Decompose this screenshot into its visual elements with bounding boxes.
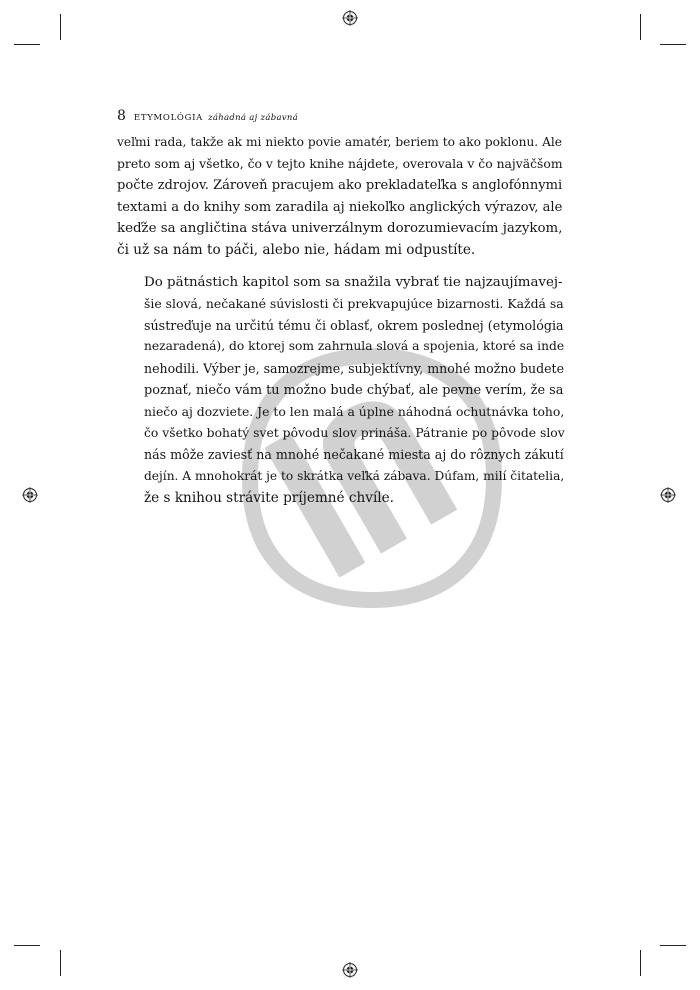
text-line: sústreďuje na určitú tému či oblasť, okrem poslednej (etymológia xyxy=(144,317,564,333)
registration-mark-top-icon xyxy=(342,10,358,26)
text-line: šie slová, nečakané súvislosti či prekvapujúce bizarnosti. Každá sa xyxy=(144,296,564,312)
text-line: že s knihou strávite príjemné chvíle. xyxy=(144,489,395,506)
crop-mark-bottom-right xyxy=(640,950,641,976)
text-line: dejín. A mnohokrát je to skrátka veľká zábava. Dúfam, milí čitatelia, xyxy=(144,468,565,483)
registration-mark-right-icon xyxy=(660,487,676,503)
crop-mark-top-right xyxy=(640,14,641,40)
crop-mark-right-top xyxy=(660,44,686,45)
text-line: Do pätnástich kapitol som sa snažila vybrať tie najzaujímavej- xyxy=(144,274,563,290)
book-subtitle: záhadná aj zábavná xyxy=(208,113,299,123)
crop-mark-top-left xyxy=(60,14,61,40)
text-line: nehodili. Výber je, samozrejme, subjektívny, mnohé možno budete xyxy=(144,360,564,376)
running-head xyxy=(117,105,298,124)
book-title: ETYMOLÓGIA xyxy=(133,113,203,123)
paragraph-2 xyxy=(117,272,565,510)
crop-mark-left-top xyxy=(14,44,40,45)
text-line: veľmi rada, takže ak mi niekto povie amatér, beriem to ako poklonu. Ale xyxy=(117,135,562,149)
text-line: poznať, niečo vám tu možno bude chýbať, ale pevne verím, že sa xyxy=(144,382,564,398)
text-line: niečo aj dozviete. Je to len malá a úplne náhodná ochutnávka toho, xyxy=(144,404,565,420)
text-line: či už sa nám to páči, alebo nie, hádam mi odpustíte. xyxy=(117,241,476,258)
text-line: preto som aj všetko, čo v tejto knihe nájdete, overovala v čo najväčšom xyxy=(117,156,563,171)
paragraph-1 xyxy=(117,132,562,262)
text-line: počte zdrojov. Zároveň pracujem ako prekladateľka s anglofónnymi xyxy=(117,178,563,194)
text-line: čo všetko bohatý svet pôvodu slov prináša. Pátranie po pôvode slov xyxy=(144,425,565,440)
crop-mark-bottom-left xyxy=(60,950,61,976)
page-number: 8 xyxy=(117,108,126,124)
crop-mark-right-bottom xyxy=(660,945,686,946)
text-line: nás môže zaviesť na mnohé nečakané miesta aj do rôznych zákutí xyxy=(144,447,564,463)
crop-mark-left-bottom xyxy=(14,945,40,946)
body-text xyxy=(117,132,565,509)
text-line: nezaradená), do ktorej som zahrnula slová a spojenia, ktoré sa inde xyxy=(144,339,565,354)
registration-mark-bottom-icon xyxy=(342,962,358,978)
registration-mark-left-icon xyxy=(22,487,38,503)
text-line: textami a do knihy som zaradila aj niekoľko anglických výrazov, ale xyxy=(117,199,563,215)
text-line: keďže sa angličtina stáva univerzálnym dorozumievacím jazykom, xyxy=(117,221,563,237)
